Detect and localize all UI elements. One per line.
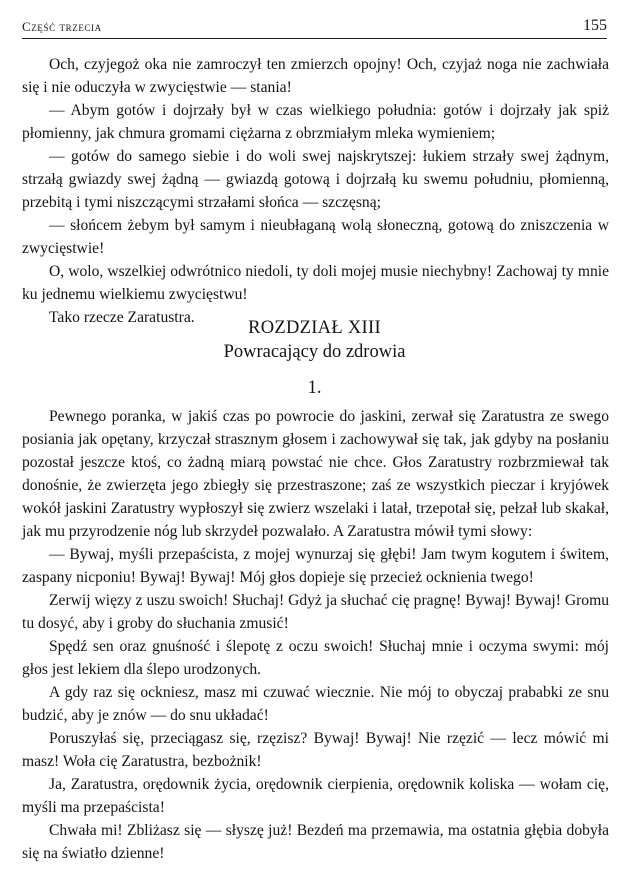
page-header bbox=[22, 18, 607, 39]
paragraph: Pewnego poranka, w jakiś czas po powrocie do jaskini, zerwał się Zaratustra ze swego posiania jak opętany, krzyczał strasznym głosem i zachowywał się tak, jak gdyby na posłaniu pozostał jeszcze ktoś, co żadną miarą powstać nie chce. Głos Zaratustry rozbrzmiewał tak donośnie, że zwierzęta jego zbiegły się przestraszone; zaś ze wszystkich pieczar i kryjówek wokół jaskini Zaratustry wypłoszył się zwierz wszelaki i latał, trzepotał się, pełzał lub skakał, jak mu przyrodzenie nóg lub skrzydeł pozwalało. A Zaratustra mówił tymi słowy: bbox=[22, 408, 609, 540]
paragraph: — słońcem żebym był samym i nieubłaganą wolą słoneczną, gotową do zniszczenia w zwycięstwie! bbox=[22, 217, 609, 257]
paragraph: Ja, Zaratustra, orędownik życia, orędownik cierpienia, orędownik koliska — wołam cię, myśli ma przepaścista! bbox=[22, 776, 609, 816]
paragraph: — Bywaj, myśli przepaścista, z mojej wynurzaj się głębi! Jam twym kogutem i świtem, zaspany nicponiu! Bywaj! Bywaj! Mój głos dopieje się przecież ocknienia twego! bbox=[22, 546, 609, 586]
section-text-block bbox=[22, 405, 609, 865]
paragraph: O, wolo, wszelkiej odwrótnico niedoli, ty doli mojej musie niechybny! Zachowaj ty mnie ku jednemu wielkiemu zwycięstwu! bbox=[22, 263, 609, 303]
chapter-title: ROZDZIAŁ XIII bbox=[248, 318, 381, 338]
chapter-subtitle: Powracający do zdrowia bbox=[223, 342, 406, 362]
paragraph: Zerwij więzy z uszu swoich! Słuchaj! Gdyż ja słuchać cię pragnę! Bywaj! Bywaj! Gromu tu dosyć, aby i groby do słuchania zmusić! bbox=[22, 592, 609, 632]
paragraph: Spędź sen oraz gnuśność i ślepotę z oczu swoich! Słuchaj mnie i oczyma swymi: mój głos jest lekiem dla ślepo urodzonych. bbox=[22, 638, 609, 678]
running-head: Część trzecia bbox=[22, 19, 102, 34]
paragraph: Chwała mi! Zbliżasz się — słyszę już! Bezdeń ma przemawia, ma ostatnia głębia dobyła się na światło dzienne! bbox=[22, 822, 609, 862]
paragraph: Poruszyłaś się, przeciągasz się, rzęzisz? Bywaj! Bywaj! Nie rzęzić — lecz mówić mi masz! Woła cię Zaratustra, bezbożnik! bbox=[22, 730, 609, 770]
section-number: 1. bbox=[307, 378, 322, 398]
paragraph: Och, czyjegoż oka nie zamroczył ten zmierzch opojny! Och, czyjaż noga nie zachwiała się i nie oduczyła w zwycięstwie — stania! bbox=[22, 56, 609, 96]
top-text-block bbox=[22, 53, 609, 329]
paragraph: — gotów do samego siebie i do woli swej najskrytszej: łukiem strzały swej żądnym, strzałą gwiazdy swej żądną — gwiazdą gotową i dojrzałą ku swemu południu, płomienną, przebitą i tymi niszczącymi strzałami słońca — szczęsną; bbox=[22, 148, 609, 211]
page-number: 155 bbox=[583, 17, 607, 34]
paragraph-closing: Tako rzecze Zaratustra. bbox=[49, 309, 195, 326]
paragraph: — Abym gotów i dojrzały był w czas wielkiego południa: gotów i dojrzały jak spiż płomienny, jak chmura gromami ciężarna z obrzmiałym mleka wymieniem; bbox=[22, 102, 609, 142]
paragraph: A gdy raz się ockniesz, masz mi czuwać wiecznie. Nie mój to obyczaj prababki ze snu budzić, aby je znów — do snu układać! bbox=[22, 684, 609, 724]
